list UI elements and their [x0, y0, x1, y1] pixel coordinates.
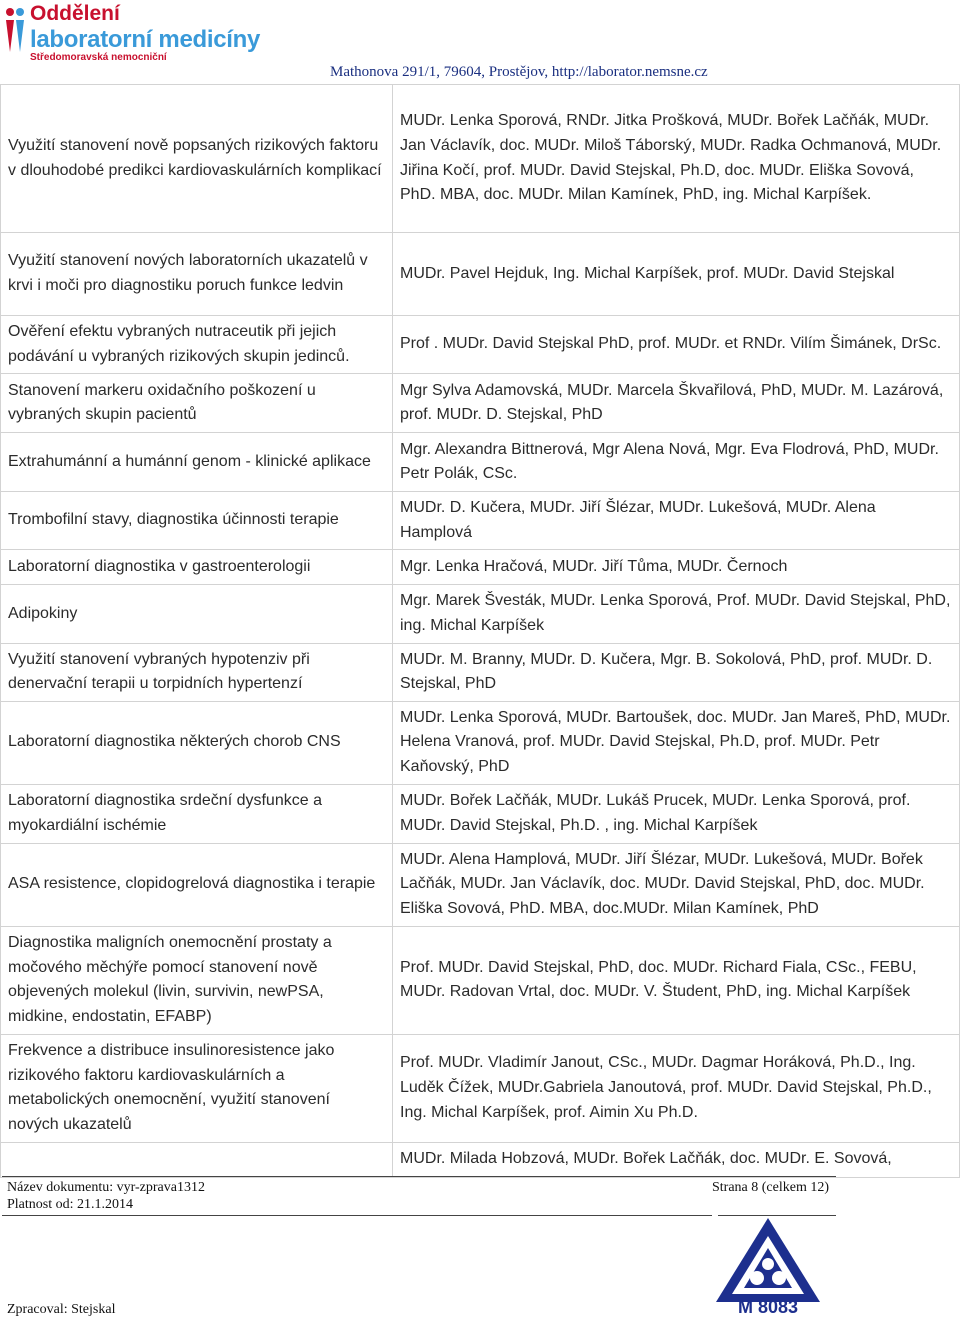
topic-cell: Laboratorní diagnostika některých chorob CNS: [1, 701, 393, 784]
table-row: [1, 374, 960, 433]
table-row: [1, 433, 960, 492]
header-address: Mathonova 291/1, 79604, Prostějov, http://laborator.nemsne.cz: [330, 64, 708, 80]
logo-title: Oddělení: [30, 2, 120, 25]
topic-cell: [1, 1142, 393, 1177]
footer-divider: [2, 1215, 712, 1216]
accreditation-code: M 8083: [738, 1297, 799, 1317]
authors-cell: Prof. MUDr. Vladimír Janout, CSc., MUDr. Dagmar Horáková, Ph.D., Ing. Luděk Čížek, MUDr.Gabriela Janoutová, prof. MUDr. David Stejskal, Ph.D., Ing. Michal Karpíšek, prof. Aimin Xu Ph.D.: [393, 1034, 960, 1142]
department-logo: [4, 2, 261, 66]
table-row: [1, 585, 960, 643]
authors-cell: MUDr. Bořek Lačňák, MUDr. Lukáš Prucek, MUDr. Lenka Sporová, prof. MUDr. David Stejskal, Ph.D. , ing. Michal Karpíšek: [393, 784, 960, 843]
authors-cell: MUDr. Pavel Hejduk, Ing. Michal Karpíšek, prof. MUDr. David Stejskal: [393, 233, 960, 316]
authors-cell: MUDr. Lenka Sporová, MUDr. Bartoušek, doc. MUDr. Jan Mareš, PhD, MUDr. Helena Vranová, prof. MUDr. David Stejskal, Ph.D, prof. MUDr. Petr Kaňovský, PhD: [393, 701, 960, 784]
authors-cell: MUDr. Alena Hamplová, MUDr. Jiří Šlézar, MUDr. Lukešová, MUDr. Bořek Lačňák, MUDr. Jan Václavík, doc. MUDr. David Stejskal, PhD, doc. MUDr. Eliška Sovová, PhD. MBA, doc.MUDr. Milan Kamínek, PhD: [393, 843, 960, 926]
table-row: [1, 316, 960, 374]
topic-cell: Stanovení markeru oxidačního poškození u vybraných skupin pacientů: [1, 374, 393, 433]
topic-cell: Extrahumánní a humánní genom - klinické aplikace: [1, 433, 393, 492]
topic-cell: Využití stanovení vybraných hypotenziv při denervační terapii u torpidních hypertenzí: [1, 643, 393, 701]
validity-date: Platnost od: 21.1.2014: [7, 1197, 134, 1212]
authors-cell: MUDr. D. Kučera, MUDr. Jiří Šlézar, MUDr. Lukešová, MUDr. Alena Hamplová: [393, 492, 960, 550]
table-row: [1, 926, 960, 1034]
table-row: [1, 701, 960, 784]
prepared-by: Zpracoval: Stejskal: [7, 1302, 116, 1317]
authors-cell: MUDr. Lenka Sporová, RNDr. Jitka Prošková, MUDr. Bořek Lačňák, MUDr. Jan Václavík, doc. MUDr. Miloš Táborský, MUDr. Radka Ochmanová, MUDr. Jiřina Kočí, prof. MUDr. David Stejskal, Ph.D, doc. MUDr. Eliška Sovová, PhD. MBA, doc. MUDr. Milan Kamínek, PhD, ing. Michal Karpíšek.: [393, 85, 960, 233]
footer-divider: [2, 1176, 836, 1177]
topic-cell: Trombofilní stavy, diagnostika účinnosti terapie: [1, 492, 393, 550]
document-name: Název dokumentu: vyr-zprava1312: [7, 1180, 205, 1195]
authors-cell: Mgr Sylva Adamovská, MUDr. Marcela Škvařilová, PhD, MUDr. M. Lazárová, prof. MUDr. D. Stejskal, PhD: [393, 374, 960, 433]
table-row: [1, 492, 960, 550]
table-row: [1, 843, 960, 926]
table-row: [1, 784, 960, 843]
page-number: Strana 8 (celkem 12): [712, 1180, 830, 1195]
topic-cell: Diagnostika maligních onemocnění prostaty a močového měchýře pomocí stanovení nově objevených molekul (livin, survivin, newPSA, midkine, endostatin, EFABP): [1, 926, 393, 1034]
authors-cell: Mgr. Lenka Hračová, MUDr. Jiří Tůma, MUDr. Černoch: [393, 550, 960, 585]
table-row: [1, 643, 960, 701]
authors-cell: MUDr. Milada Hobzová, MUDr. Bořek Lačňák, doc. MUDr. E. Sovová,: [393, 1142, 960, 1177]
table-row: [1, 233, 960, 316]
topic-cell: Využití stanovení nových laboratorních ukazatelů v krvi i moči pro diagnostiku poruch funkce ledvin: [1, 233, 393, 316]
table-row: [1, 550, 960, 585]
table-row: [1, 1142, 960, 1177]
table-row: [1, 85, 960, 233]
topic-cell: Využití stanovení nově popsaných rizikových faktoru v dlouhodobé predikci kardiovaskulárních komplikací: [1, 85, 393, 233]
authors-cell: Prof. MUDr. David Stejskal, PhD, doc. MUDr. Richard Fiala, CSc., FEBU, MUDr. Radovan Vrtal, doc. MUDr. V. Študent, PhD, ing. Michal Karpíšek: [393, 926, 960, 1034]
logo-subtitle: laboratorní medicíny: [30, 26, 261, 53]
logo-hospital: Středomoravská nemocniční: [30, 52, 167, 63]
topic-cell: Laboratorní diagnostika v gastroenterologii: [1, 550, 393, 585]
topic-cell: Laboratorní diagnostika srdeční dysfunkce a myokardiální ischémie: [1, 784, 393, 843]
topic-cell: Adipokiny: [1, 585, 393, 643]
authors-cell: Mgr. Marek Švesták, MUDr. Lenka Sporová, Prof. MUDr. David Stejskal, PhD, ing. Michal Karpíšek: [393, 585, 960, 643]
table-row: [1, 1034, 960, 1142]
research-topics-table: [0, 84, 960, 1178]
topic-cell: ASA resistence, clopidogrelová diagnostika i terapie: [1, 843, 393, 926]
topic-cell: Frekvence a distribuce insulinoresistence jako rizikového faktoru kardiovaskulárních a metabolických onemocnění, využití stanovení nových ukazatelů: [1, 1034, 393, 1142]
topic-cell: Ověření efektu vybraných nutraceutik při jejich podávání u vybraných rizikových skupin jedinců.: [1, 316, 393, 374]
authors-cell: MUDr. M. Branny, MUDr. D. Kučera, Mgr. B. Sokolová, PhD, prof. MUDr. D. Stejskal, PhD: [393, 643, 960, 701]
authors-cell: Prof . MUDr. David Stejskal PhD, prof. MUDr. et RNDr. Vilím Šimánek, DrSc.: [393, 316, 960, 374]
authors-cell: Mgr. Alexandra Bittnerová, Mgr Alena Nová, Mgr. Eva Flodrová, PhD, MUDr. Petr Polák, CSc.: [393, 433, 960, 492]
logo-mark-icon: [4, 6, 26, 54]
